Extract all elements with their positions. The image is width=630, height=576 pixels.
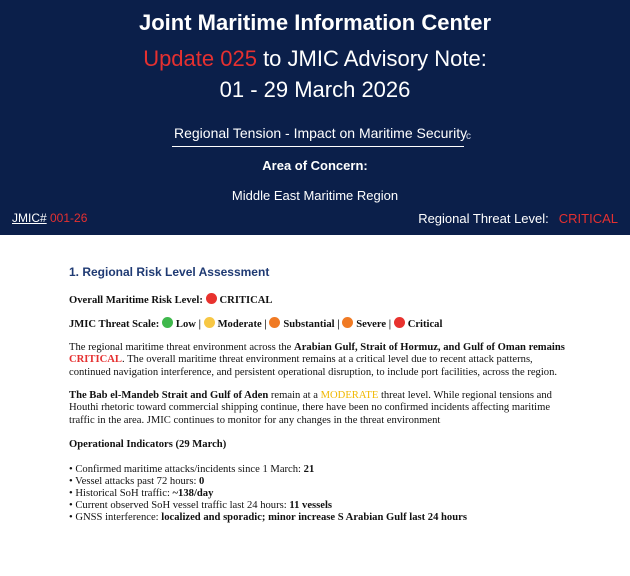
area-of-concern-value: Middle East Maritime Region [231, 188, 399, 203]
list-item: • Historical SoH traffic: ~138/day [69, 487, 214, 499]
jmic-reference [12, 211, 87, 225]
bab-el-mandeb-paragraph: The Bab el-Mandeb Strait and Gulf of Aden remain at a MODERATE threat level. While regional tensions and Houthi rhetoric toward commercial shipping continue, there have been no confirmed incidents affecting maritime traffic in the area. JMIC continues to monitor for any changes in the threat environment [69, 389, 552, 426]
header-update-line [0, 46, 630, 72]
list-item: • Current observed SoH vessel traffic last 24 hours: 11 vessels [69, 499, 333, 511]
threat-level-label: Regional Threat Level: [418, 211, 549, 226]
header-divider [172, 146, 464, 147]
green-circle-icon [162, 317, 173, 328]
overall-risk-value: CRITICAL [219, 294, 273, 306]
scale-separator: | [337, 319, 340, 331]
orange-circle-icon [342, 317, 353, 328]
overall-risk-label: Overall Maritime Risk Level: [69, 294, 203, 306]
scale-low: Low [175, 319, 196, 331]
yellow-circle-icon [204, 317, 215, 328]
red-circle-icon [206, 293, 217, 304]
assessment-section [69, 262, 569, 524]
scale-critical: Critical [407, 319, 443, 331]
threat-scale-line [69, 317, 569, 332]
scale-severe: Severe [356, 319, 387, 331]
header-topic: Regional Tension - Impact on Maritime Security [174, 125, 468, 141]
jmic-number: 001-26 [46, 211, 88, 225]
operational-indicators-title: Operational Indicators (29 March) [69, 439, 227, 451]
red-circle-icon [394, 317, 405, 328]
header-title: Joint Maritime Information Center [138, 10, 492, 35]
regional-threat-level [418, 211, 618, 226]
scale-moderate: Moderate [217, 319, 262, 331]
header-stray-mark: c [466, 131, 471, 142]
scale-separator: | [388, 319, 392, 331]
orange-circle-icon [269, 317, 280, 328]
threat-level-value: CRITICAL [558, 211, 618, 226]
threat-scale-label: JMIC Threat Scale: [69, 319, 160, 331]
list-item: • GNSS interference: localized and sporadic; minor increase S Arabian Gulf last 24 hours [69, 511, 467, 523]
update-suffix: to JMIC Advisory Note: [256, 46, 487, 71]
overall-risk-line [69, 293, 569, 308]
header-dates: 01 - 29 March 2026 [219, 77, 411, 102]
scale-separator: | [198, 319, 201, 331]
list-item: • Vessel attacks past 72 hours: 0 [69, 475, 205, 487]
jmic-label: JMIC# [12, 211, 47, 225]
operational-indicators-list [69, 464, 569, 524]
section-title: 1. Regional Risk Level Assessment [69, 265, 270, 279]
document-header [0, 0, 630, 235]
moderate-status: MODERATE [320, 389, 379, 401]
update-number: Update 025 [143, 46, 257, 71]
gulf-assessment-paragraph: The regional maritime threat environment across the Arabian Gulf, Strait of Hormuz, and Gulf of Oman remains CRITICAL. The overall maritime threat environment remains at a critical level due to recent attack patterns, continued navigation interference, and persistent operational disruption, to include port facilities, across the region. [69, 341, 565, 378]
critical-status: CRITICAL [69, 354, 122, 366]
scale-separator: | [264, 319, 267, 331]
scale-substantial: Substantial [283, 319, 335, 331]
area-of-concern-label: Area of Concern: [262, 158, 368, 173]
list-item: • Confirmed maritime attacks/incidents since 1 March: 21 [69, 463, 315, 475]
